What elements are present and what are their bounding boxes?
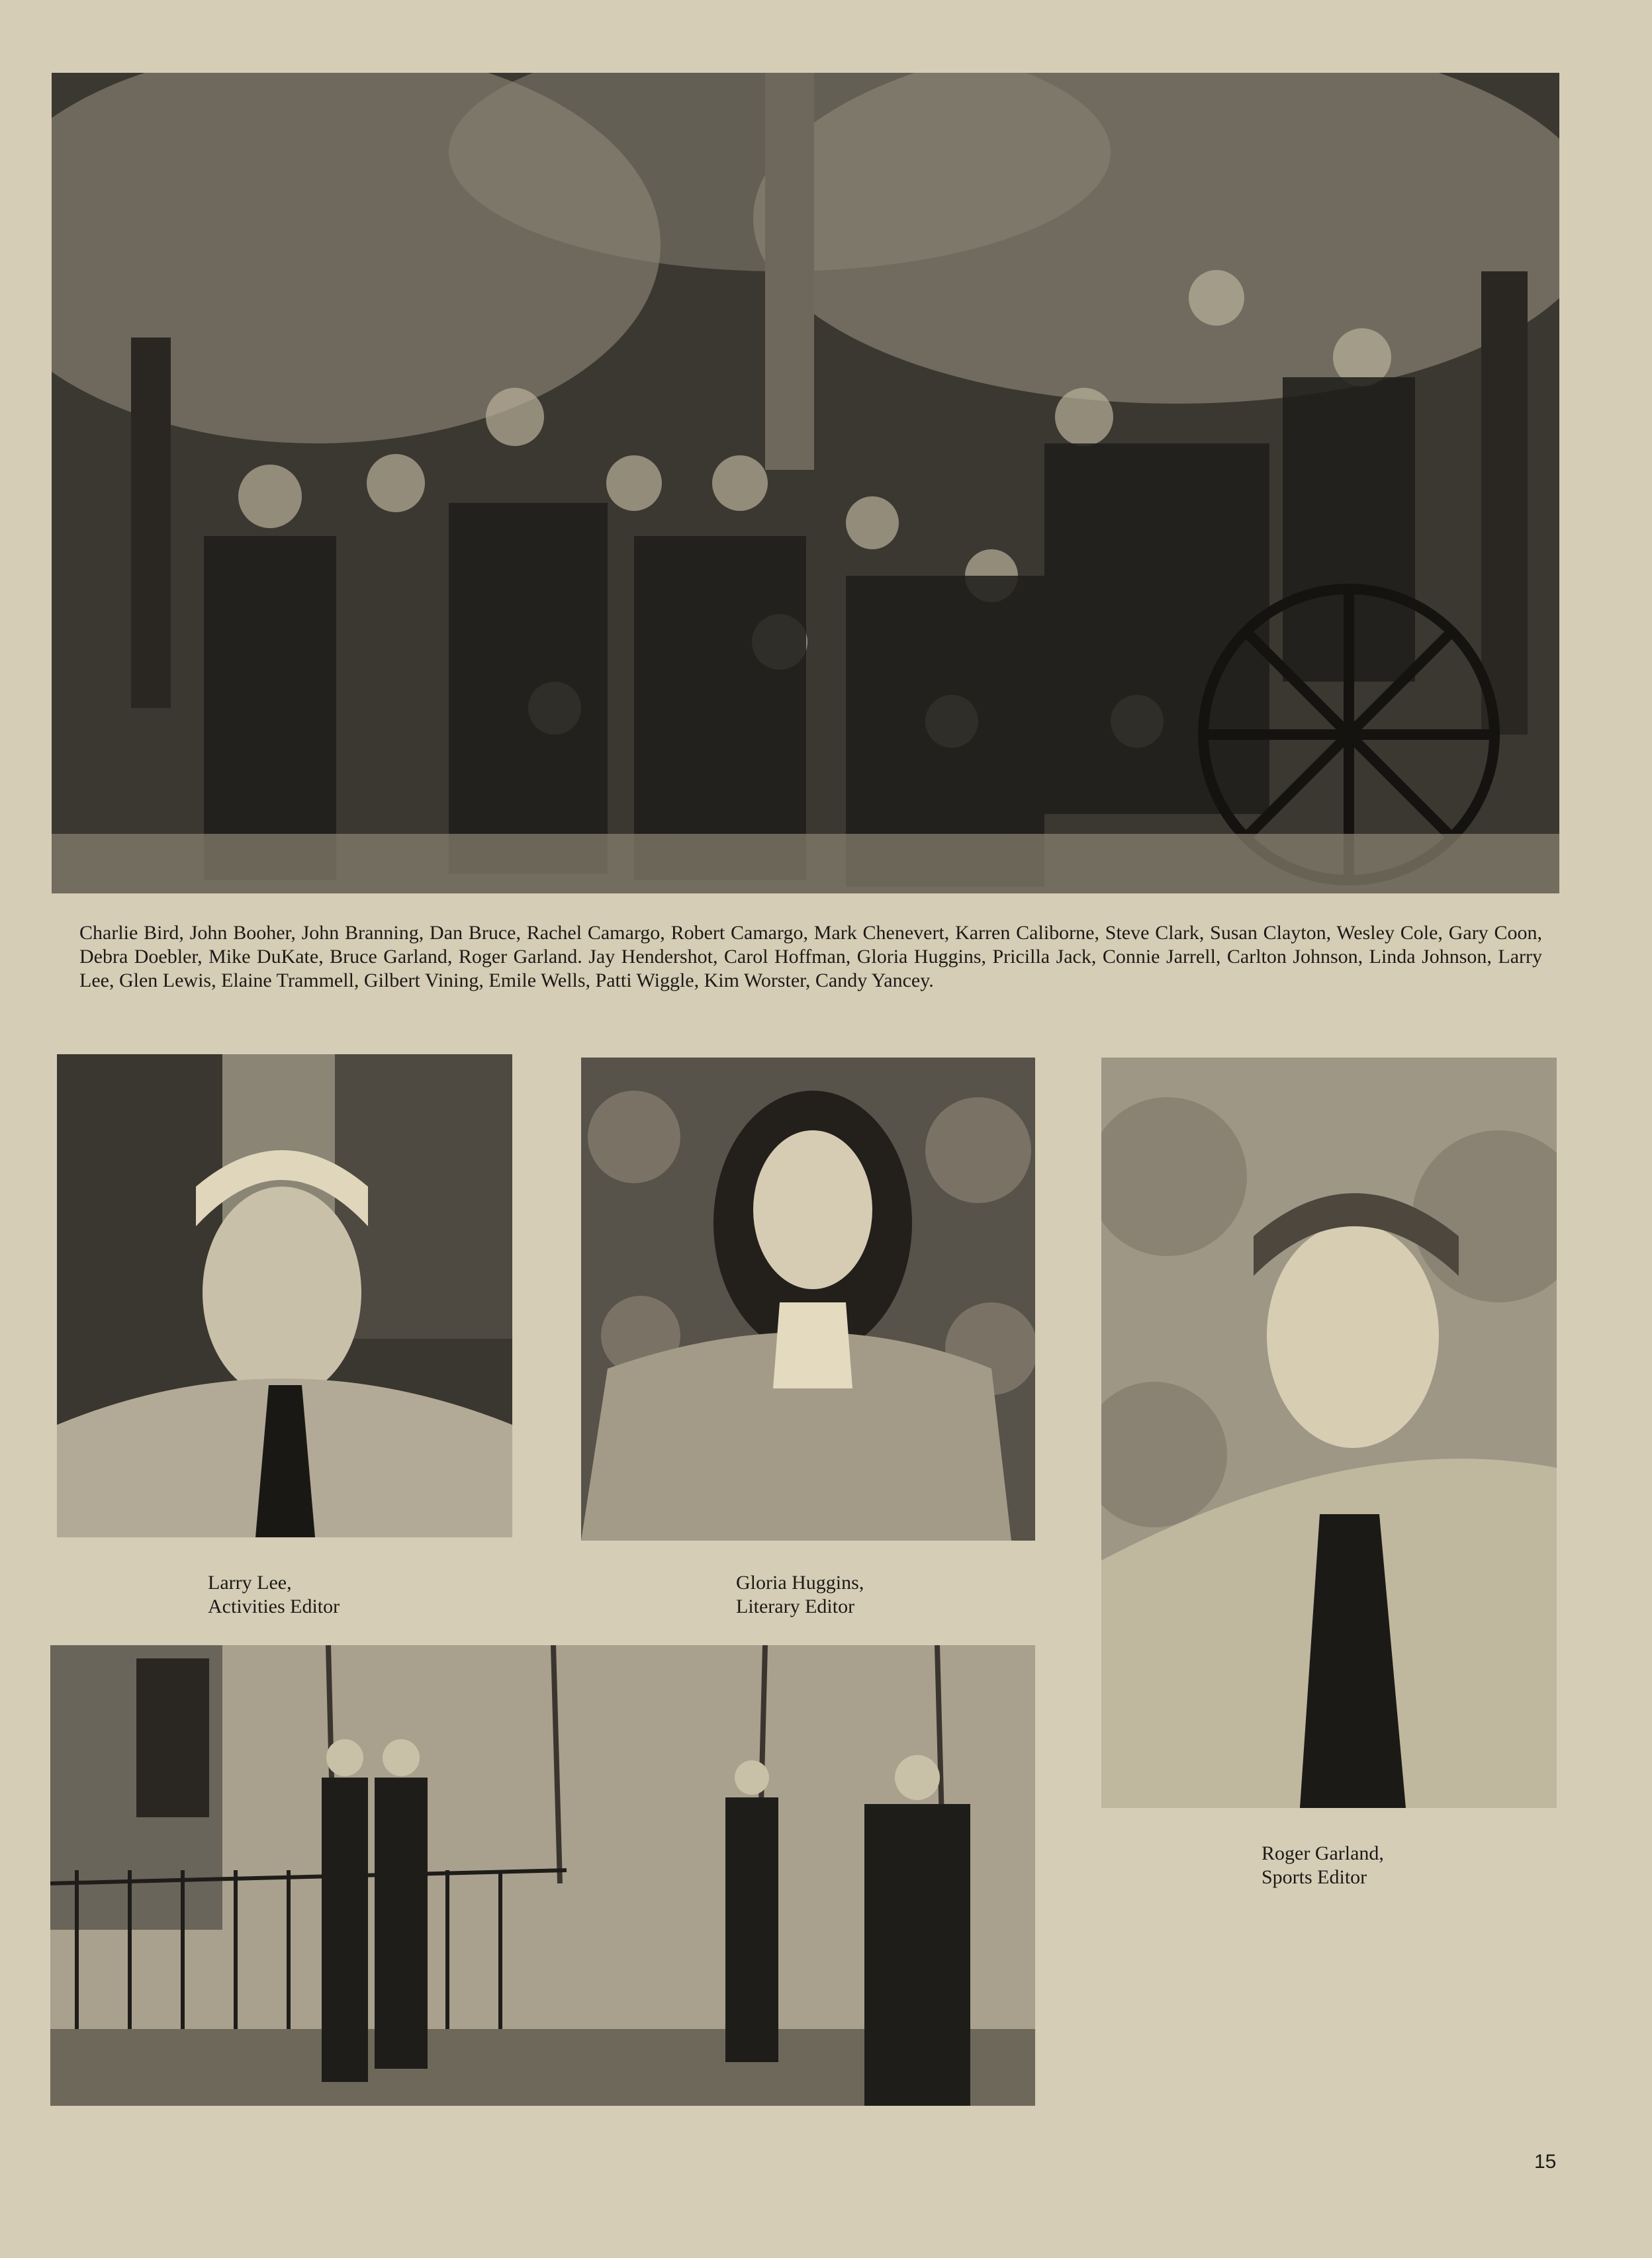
page-number: 15 bbox=[1534, 2151, 1557, 2173]
group-photo-illustration bbox=[52, 73, 1559, 893]
portrait-photo-roger-garland bbox=[1101, 1058, 1557, 1808]
portrait-caption-gloria-huggins bbox=[736, 1571, 1014, 1619]
portrait-illustration bbox=[581, 1058, 1035, 1541]
portrait-name: Gloria Huggins, bbox=[736, 1572, 864, 1594]
portrait-caption-roger-garland bbox=[1262, 1842, 1539, 1889]
candid-photo-illustration bbox=[50, 1645, 1035, 2106]
portrait-name: Larry Lee, bbox=[208, 1572, 292, 1594]
portrait-name: Roger Garland, bbox=[1262, 1842, 1384, 1864]
portrait-photo-gloria-huggins bbox=[581, 1058, 1035, 1541]
portrait-role: Literary Editor bbox=[736, 1596, 855, 1617]
group-photo bbox=[52, 73, 1559, 893]
portrait-illustration bbox=[1101, 1058, 1557, 1808]
portrait-illustration bbox=[57, 1054, 512, 1537]
portrait-caption-larry-lee bbox=[208, 1571, 486, 1619]
group-photo-caption: Charlie Bird, John Booher, John Branning, Dan Bruce, Rachel Camargo, Robert Camargo, Mark Chenevert, Karren Caliborne, Steve Clark, Susan Clayton, Wesley Cole, Gary Coon, Debra Doebler, Mike DuKate, Bruce Garland, Roger Garland. Jay Hendershot, Carol Hoffman, Gloria Huggins, Pricilla Jack, Connie Jarrell, Carlton Johnson, Linda Johnson, Larry Lee, Glen Lewis, Elaine Trammell, Gilbert Vining, Emile Wells, Patti Wiggle, Kim Worster, Candy Yancey. bbox=[79, 922, 1542, 991]
candid-photo bbox=[50, 1645, 1035, 2106]
portrait-role: Sports Editor bbox=[1262, 1866, 1367, 1888]
portrait-role: Activities Editor bbox=[208, 1596, 340, 1617]
portrait-photo-larry-lee bbox=[57, 1054, 512, 1537]
